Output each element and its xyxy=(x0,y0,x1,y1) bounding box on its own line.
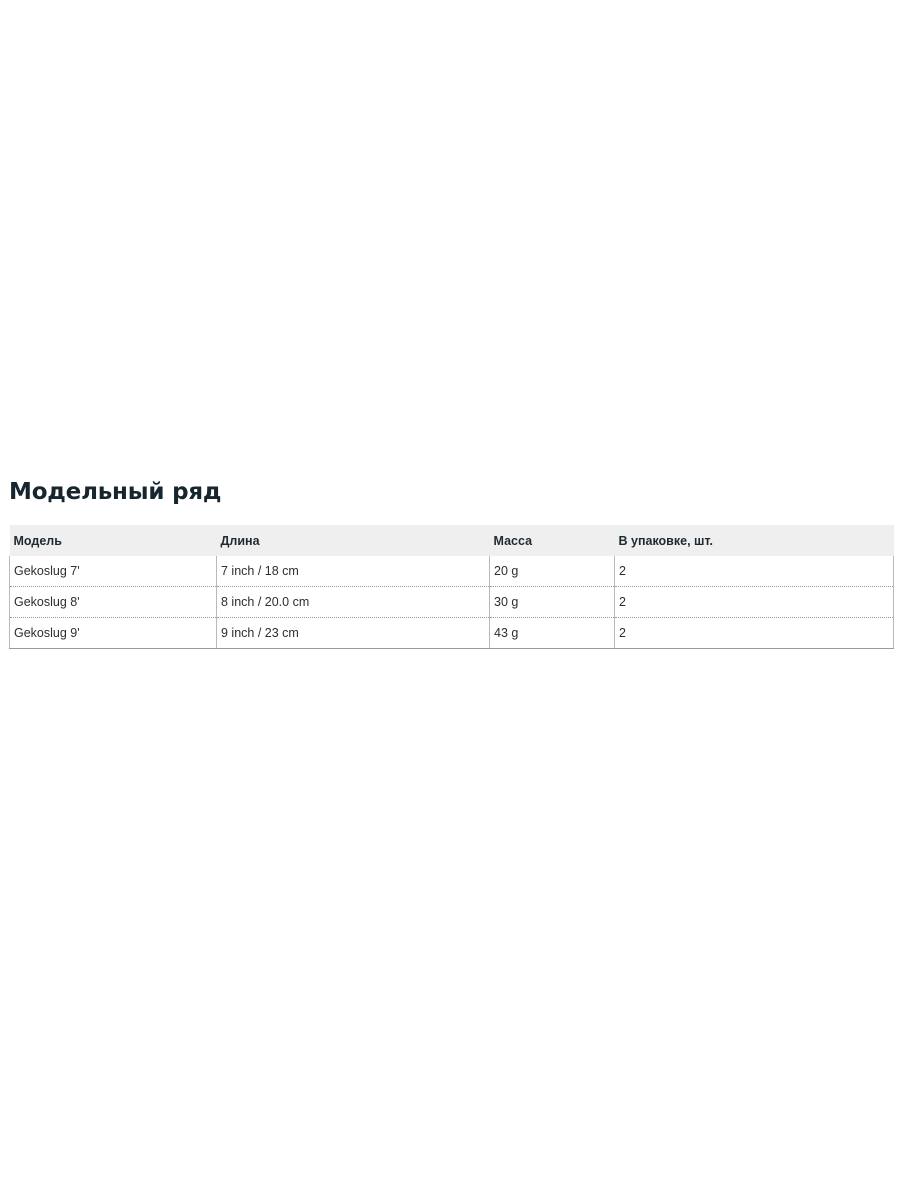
table-row xyxy=(10,587,894,618)
cell-pack-count: 2 xyxy=(615,618,894,649)
cell-length: 7 inch / 18 cm xyxy=(217,556,490,587)
cell-weight: 43 g xyxy=(490,618,615,649)
cell-model: Gekoslug 9' xyxy=(10,618,217,649)
table-row xyxy=(10,556,894,587)
table-header-row xyxy=(10,525,894,556)
model-range-section xyxy=(9,472,893,649)
column-header-model: Модель xyxy=(10,525,217,556)
cell-model: Gekoslug 8' xyxy=(10,587,217,618)
cell-pack-count: 2 xyxy=(615,587,894,618)
cell-model: Gekoslug 7' xyxy=(10,556,217,587)
cell-weight: 30 g xyxy=(490,587,615,618)
cell-pack-count: 2 xyxy=(615,556,894,587)
cell-length: 8 inch / 20.0 cm xyxy=(217,587,490,618)
table-row xyxy=(10,618,894,649)
column-header-weight: Масса xyxy=(490,525,615,556)
cell-weight: 20 g xyxy=(490,556,615,587)
spec-table xyxy=(9,525,894,649)
section-title: Модельный ряд xyxy=(9,479,222,505)
column-header-pack-count: В упаковке, шт. xyxy=(615,525,894,556)
cell-length: 9 inch / 23 cm xyxy=(217,618,490,649)
column-header-length: Длина xyxy=(217,525,490,556)
